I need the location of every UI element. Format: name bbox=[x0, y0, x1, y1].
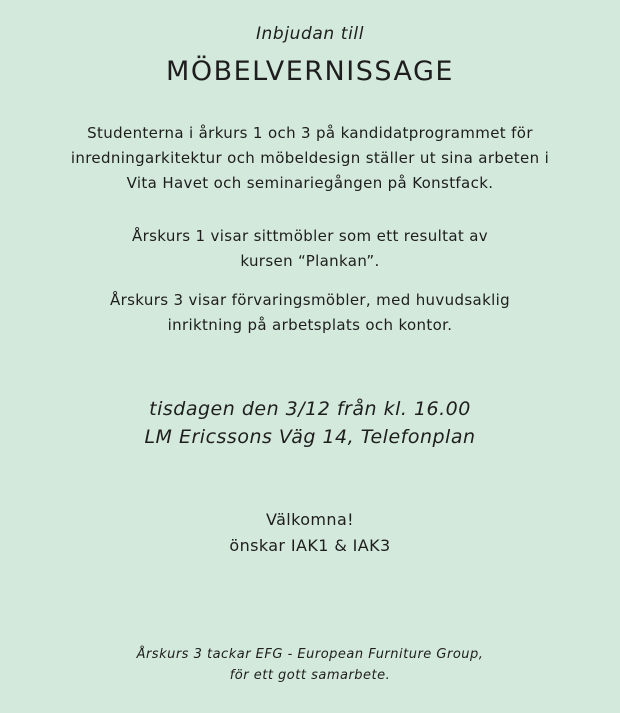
intro-text: Inbjudan till bbox=[255, 24, 365, 44]
year1-paragraph: Årskurs 1 visar sittmöbler som ett resultat av kursen “Plankan”. bbox=[132, 227, 488, 270]
event-address: LM Ericssons Väg 14, Telefonplan bbox=[144, 426, 476, 448]
page-title: MÖBELVERNISSAGE bbox=[166, 56, 454, 87]
sponsor-thanks: Årskurs 3 tackar EFG - European Furniture Group, för ett gott samarbete. bbox=[136, 647, 484, 683]
description-paragraph: Studenterna i årkurs 1 och 3 på kandidatprogrammet för inredningarkitektur och möbeldesign ställer ut sina arbeten i Vita Havet och seminariegången på Konstfack. bbox=[70, 124, 550, 192]
event-date-time: tisdagen den 3/12 från kl. 16.00 bbox=[149, 398, 471, 420]
year3-paragraph: Årskurs 3 visar förvaringsmöbler, med huvudsaklig inriktning på arbetsplats och kontor. bbox=[109, 291, 511, 334]
welcome-signature: önskar IAK1 & IAK3 bbox=[229, 536, 391, 555]
welcome-text: Välkomna! bbox=[266, 510, 354, 529]
